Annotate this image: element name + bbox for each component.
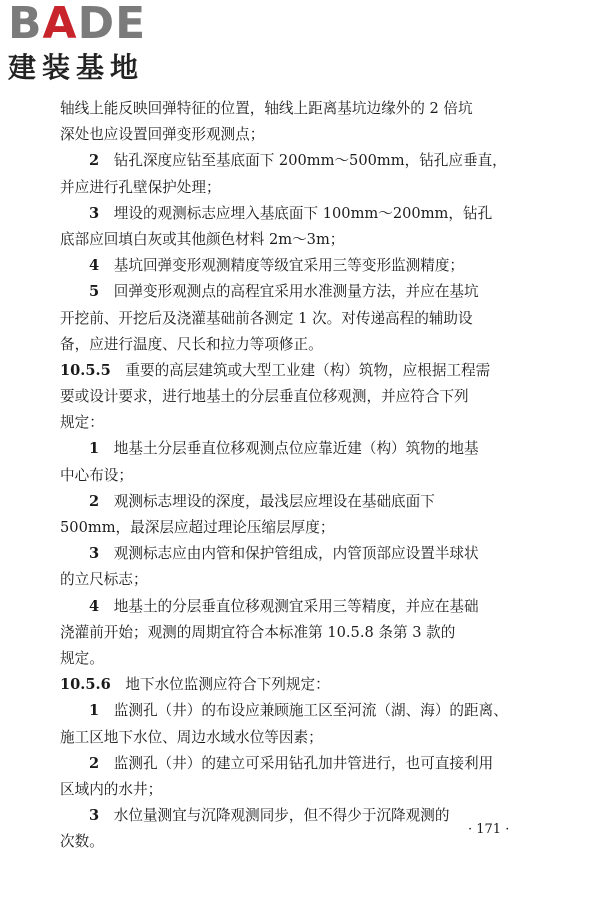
list-item: 5 回弹变形观测点的高程宜采用水准测量方法，并应在基坑	[89, 283, 479, 301]
text-line: 区域内的水井；	[60, 780, 163, 798]
list-item: 4 地基土的分层垂直位移观测宜采用三等精度，并应在基础	[89, 597, 479, 615]
list-item: 2 观测标志埋设的深度，最浅层应埋设在基础底面下	[89, 492, 435, 510]
text-line: 要或设计要求，进行地基土的分层垂直位移观测，并应符合下列	[60, 388, 469, 406]
bade-logo	[8, 2, 178, 84]
list-item: 2 钻孔深度应钻至基底面下 200mm～500mm，钻孔应垂直，	[89, 152, 507, 170]
text-line: 浇灌前开始；观测的周期宜符合本标准第 10.5.8 条第 3 款的	[60, 623, 456, 641]
clause-heading: 10.5.5 重要的高层建筑或大型工业建（构）筑物，应根据工程需	[60, 361, 491, 379]
list-item: 2 监测孔（井）的建立可采用钻孔加井管进行，也可直接利用	[89, 754, 494, 772]
text-line: 并应进行孔壁保护处理；	[60, 178, 221, 196]
text-line: 施工区地下水位、周边水域水位等因素；	[60, 728, 323, 746]
text-line: 底部应回填白灰或其他颜色材料 2m～3m；	[60, 230, 345, 248]
text-line: 开挖前、开挖后及浇灌基础前各测定 1 次。对传递高程的辅助设	[60, 309, 473, 327]
list-item: 1 监测孔（井）的布设应兼顾施工区至河流（湖、海）的距离、	[89, 702, 508, 720]
text-line: 备，应进行温度、尺长和拉力等项修正。	[60, 335, 323, 353]
list-item: 3 埋设的观测标志应埋入基底面下 100mm～200mm，钻孔	[89, 204, 493, 222]
text-line: 轴线上能反映回弹特征的位置，轴线上距离基坑边缘外的 2 倍坑	[60, 100, 473, 117]
list-item: 3 观测标志应由内管和保护管组成，内管顶部应设置半球状	[89, 545, 479, 563]
page-body	[60, 96, 540, 855]
text-line: 次数。	[60, 833, 104, 851]
page-number: · 171 ·	[468, 822, 510, 837]
clause-heading: 10.5.6 地下水位监测应符合下列规定：	[60, 676, 330, 694]
text-line: 500mm，最深层应超过理论压缩层厚度；	[60, 519, 335, 536]
list-item: 4 基坑回弹变形观测精度等级宜采用三等变形监测精度；	[89, 257, 465, 275]
text-line: 规定：	[60, 414, 104, 432]
text-line: 深处也应设置回弹变形观测点；	[60, 126, 265, 144]
text-line: 规定。	[60, 649, 104, 667]
text-line: 中心布设；	[60, 466, 133, 484]
text-line: 的立尺标志；	[60, 571, 148, 589]
logo-wordmark: BADE	[8, 0, 147, 49]
logo-chinese-name: 建装基地	[8, 51, 145, 84]
list-item: 1 地基土分层垂直位移观测点位应靠近建（构）筑物的地基	[89, 440, 479, 458]
list-item: 3 水位量测宜与沉降观测同步，但不得少于沉降观测的	[89, 807, 450, 825]
